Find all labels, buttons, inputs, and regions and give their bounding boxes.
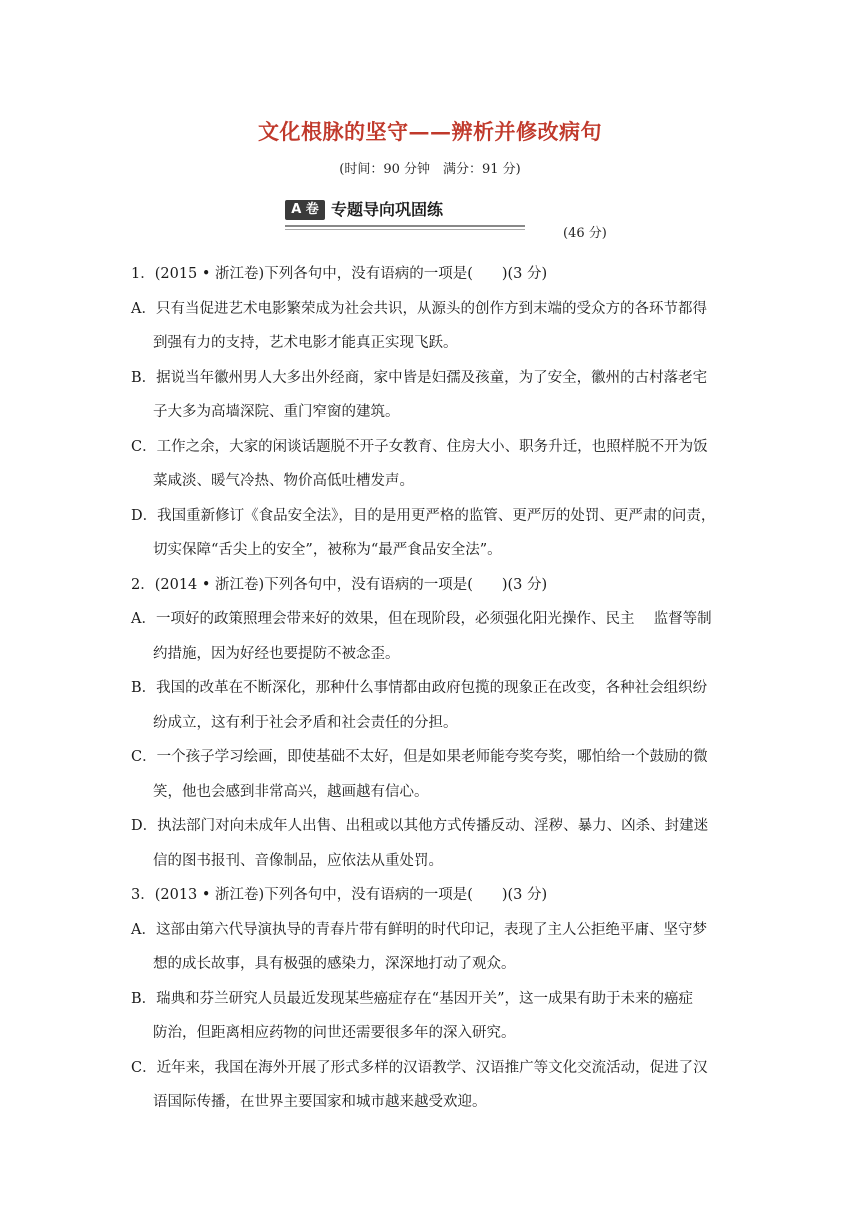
section-rule	[285, 225, 525, 227]
option-line: 切实保障“舌尖上的安全”，被称为“最严食品安全法”。	[153, 542, 502, 558]
option-line: B．瑞典和芬兰研究人员最近发现某些癌症存在“基因开关”，这一成果有助于未来的癌症	[131, 990, 693, 1007]
section-header	[285, 198, 585, 238]
option-line: B．据说当年徽州男人大多出外经商，家中皆是妇孺及孩童，为了安全，徽州的古村落老宅	[131, 369, 708, 386]
option-line: 语国际传播，在世界主要国家和城市越来越受欢迎。	[153, 1094, 487, 1110]
question-stem: 2．(2014 • 浙江卷)下列各句中，没有语病的一项是( )(3 分)	[131, 576, 548, 593]
section-score: (46 分)	[563, 226, 607, 241]
option-line: C．工作之余，大家的闲谈话题脱不开子女教育、住房大小、职务升迁，也照样脱不开为饭	[131, 438, 708, 455]
section-title: 专题导向巩固练	[331, 200, 444, 219]
option-line: C．近年来，我国在海外开展了形式多样的汉语教学、汉语推广等文化交流活动，促进了汉	[131, 1059, 708, 1076]
section-rule	[285, 229, 525, 230]
option-line: 纷成立，这有利于社会矛盾和社会责任的分担。	[153, 714, 458, 731]
option-line: 笑，他也会感到非常高兴，越画越有信心。	[153, 783, 429, 800]
section-badge: A 卷	[285, 200, 325, 220]
exam-info: (时间：90 分钟 满分：91 分)	[339, 162, 521, 177]
option-line: 防治，但距离相应药物的问世还需要很多年的深入研究。	[153, 1025, 516, 1041]
page-title: 文化根脉的坚守——辨析并修改病句	[258, 119, 602, 144]
option-line: 子大多为高墙深院、重门窄窗的建筑。	[153, 404, 400, 420]
option-line: D．我国重新修订《食品安全法》，目的是用更严格的监管、更严厉的处罚、更严肃的问责，	[131, 507, 716, 524]
option-line: 信的图书报刊、音像制品，应依法从重处罚。	[153, 852, 443, 869]
question-stem: 3．(2013 • 浙江卷)下列各句中，没有语病的一项是( )(3 分)	[131, 887, 548, 903]
option-line: 菜咸淡、暖气冷热、物价高低吐槽发声。	[153, 473, 414, 489]
option-line: A．这部由第六代导演执导的青春片带有鲜明的时代印记，表现了主人公拒绝平庸、坚守梦	[131, 921, 707, 938]
option-line: B．我国的改革在不断深化，那种什么事情都由政府包揽的现象正在改变，各种社会组织纷	[131, 680, 708, 696]
option-line: A．只有当促进艺术电影繁荣成为社会共识，从源头的创作方到末端的受众方的各环节都得	[131, 300, 707, 317]
option-line: 约措施，因为好经也要提防不被念歪。	[153, 645, 400, 662]
option-line: A．一项好的政策照理会带来好的效果，但在现阶段，必须强化阳光操作、民主 监督等制	[131, 611, 712, 627]
question-list	[131, 257, 731, 1120]
option-line: 到强有力的支持，艺术电影才能真正实现飞跃。	[153, 335, 458, 351]
option-line: 想的成长故事，具有极强的感染力，深深地打动了观众。	[153, 956, 516, 972]
option-line: C．一个孩子学习绘画，即使基础不太好，但是如果老师能夸奖夸奖，哪怕给一个鼓励的微	[131, 749, 708, 765]
question-stem: 1．(2015 • 浙江卷)下列各句中，没有语病的一项是( )(3 分)	[131, 266, 548, 282]
option-line: D．执法部门对向未成年人出售、出租或以其他方式传播反动、淫秽、暴力、凶杀、封建迷	[131, 818, 709, 834]
